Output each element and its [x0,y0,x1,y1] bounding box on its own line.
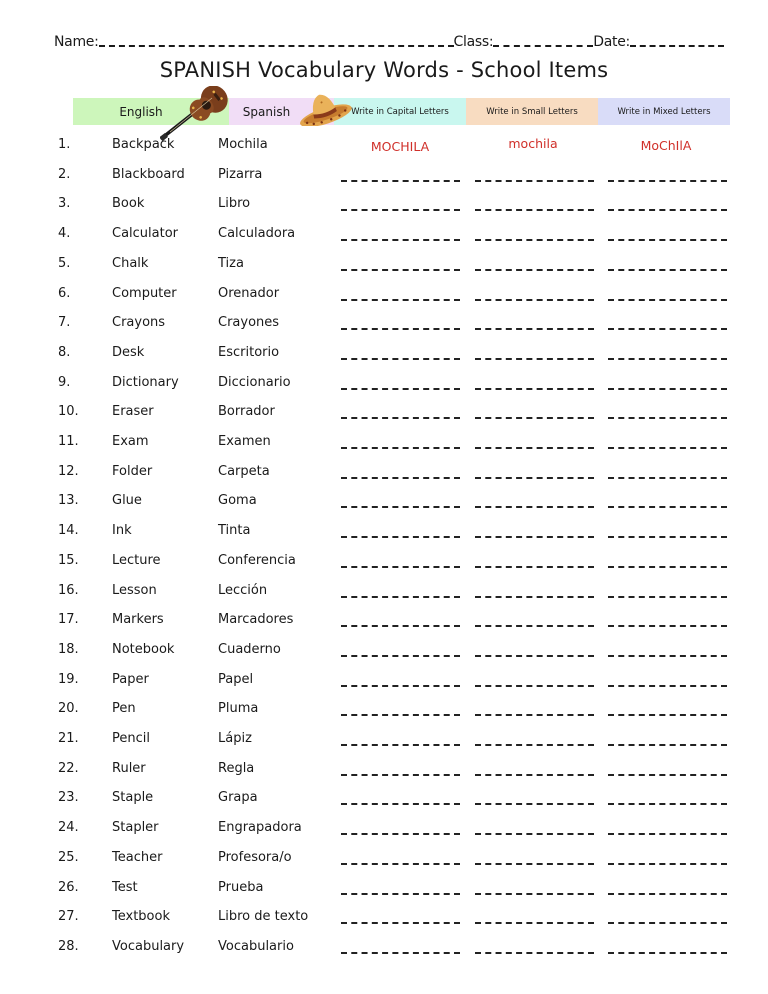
capital-letters-blank[interactable] [341,180,460,182]
capital-letters-blank[interactable] [341,952,460,954]
english-word: Calculator [112,226,179,242]
small-letters-blank[interactable] [475,358,594,360]
spanish-word: Papel [218,671,254,687]
small-letters-blank[interactable] [475,536,594,538]
spanish-word: Orenador [218,285,280,301]
vocabulary-row [0,553,768,577]
english-word: Vocabulary [112,938,185,954]
mixed-letters-blank[interactable] [608,744,727,746]
capital-letters-blank[interactable] [341,328,460,330]
capital-letters-blank[interactable] [341,536,460,538]
small-letters-blank[interactable] [475,239,594,241]
small-letters-blank[interactable] [475,655,594,657]
row-number: 11. [58,434,79,449]
english-word: Staple [112,790,154,806]
date-field[interactable] [630,45,724,47]
spanish-word: Lección [218,582,268,598]
mixed-letters-blank[interactable] [608,209,727,211]
small-letters-blank[interactable] [475,833,594,835]
capital-letters-blank[interactable] [341,358,460,360]
mixed-letters-blank[interactable] [608,180,727,182]
student-info-line [54,30,728,50]
row-number: 24. [58,820,79,836]
capital-letters-blank[interactable] [341,893,460,895]
capital-letters-blank[interactable] [341,596,460,598]
vocabulary-row [0,820,768,844]
small-letters-blank[interactable] [475,447,594,449]
vocabulary-row [0,880,768,904]
english-word: Textbook [112,909,170,925]
mixed-letters-blank[interactable] [608,358,727,360]
row-number: 8. [58,344,71,360]
spanish-word: Prueba [218,879,264,895]
english-word: Computer [112,285,177,301]
vocabulary-row [0,523,768,547]
column-header-capital [334,98,466,125]
english-word: Blackboard [112,166,185,182]
small-letters-blank[interactable] [475,477,594,479]
name-field[interactable] [99,45,454,47]
spanish-word: Regla [218,760,255,776]
date-label: Date: [593,34,630,50]
capital-letters-blank[interactable] [341,447,460,449]
spanish-word: Calculadora [218,226,296,242]
spanish-word: Tiza [218,255,244,271]
spanish-word: Grapa [218,790,258,806]
small-letters-blank[interactable] [475,566,594,568]
vocabulary-row [0,315,768,339]
row-number: 6. [58,285,71,301]
class-label: Class: [453,34,494,50]
english-word: Book [112,196,145,212]
mixed-letters-blank[interactable] [608,388,727,390]
small-letters-blank[interactable] [475,596,594,598]
english-word: Paper [112,671,149,687]
capital-letters-blank[interactable] [341,269,460,271]
spanish-word: Tinta [218,523,251,539]
english-word: Pen [112,701,136,717]
capital-letters-blank[interactable] [341,417,460,419]
capital-letters-blank[interactable] [341,209,460,211]
spanish-word: Crayones [218,315,280,331]
vocabulary-row [0,256,768,280]
spanish-word: Libro [218,196,251,212]
spanish-word: Cuaderno [218,641,281,657]
english-word: Glue [112,493,142,509]
capital-letters-blank[interactable] [341,744,460,746]
vocabulary-row [0,167,768,191]
spanish-word: Mochila [218,137,268,152]
vocabulary-row [0,137,768,161]
capital-letters-blank[interactable] [341,774,460,776]
guitar-icon [160,86,230,142]
spanish-word: Vocabulario [218,938,294,954]
capital-letters-blank[interactable] [341,714,460,716]
row-number: 10. [58,404,79,420]
english-word: Dictionary [112,374,179,390]
vocabulary-row [0,493,768,517]
name-label: Name: [54,34,99,50]
example-capital: MOCHILA [370,139,430,154]
spanish-word: Diccionario [218,374,291,390]
sombrero-icon [296,90,352,126]
spanish-word: Goma [218,493,257,509]
column-header-mixed-label: Write in Mixed Letters [617,106,711,117]
row-number: 19. [58,671,79,687]
small-letters-blank[interactable] [475,952,594,954]
capital-letters-blank[interactable] [341,833,460,835]
row-number: 5. [58,255,71,271]
row-number: 18. [58,641,79,657]
column-header-small-label: Write in Small Letters [486,106,578,117]
mixed-letters-blank[interactable] [608,536,727,538]
row-number: 12. [58,463,79,479]
small-letters-blank[interactable] [475,506,594,508]
mixed-letters-blank[interactable] [608,714,727,716]
mixed-letters-blank[interactable] [608,477,727,479]
english-word: Lecture [112,552,161,568]
spanish-word: Conferencia [218,552,296,568]
row-number: 4. [58,226,71,242]
row-number: 17. [58,612,79,628]
mixed-letters-blank[interactable] [608,299,727,301]
mixed-letters-blank[interactable] [608,506,727,508]
small-letters-blank[interactable] [475,774,594,776]
capital-letters-blank[interactable] [341,655,460,657]
capital-letters-blank[interactable] [341,685,460,687]
spanish-word: Escritorio [218,344,280,360]
spanish-word: Marcadores [218,612,294,628]
mixed-letters-blank[interactable] [608,893,727,895]
column-header-capital-label: Write in Capital Letters [351,106,449,117]
english-word: Chalk [112,255,149,271]
vocabulary-row [0,286,768,310]
english-word: Notebook [112,641,175,657]
row-number: 15. [58,552,79,568]
small-letters-blank[interactable] [475,714,594,716]
mixed-letters-blank[interactable] [608,833,727,835]
mixed-letters-blank[interactable] [608,655,727,657]
row-number: 3. [58,196,71,212]
example-mixed: MoChIlA [640,138,692,153]
capital-letters-blank[interactable] [341,239,460,241]
spanish-word: Examen [218,434,271,449]
column-header-small [466,98,598,125]
mixed-letters-blank[interactable] [608,328,727,330]
page-title: SPANISH Vocabulary Words - School Items [159,58,609,82]
spanish-word: Engrapadora [218,820,302,836]
vocabulary-row [0,612,768,636]
capital-letters-blank[interactable] [341,506,460,508]
mixed-letters-blank[interactable] [608,566,727,568]
vocabulary-row [0,404,768,428]
row-number: 23. [58,790,79,806]
spanish-word: Carpeta [218,463,270,479]
row-number: 14. [58,523,79,539]
vocabulary-row [0,701,768,725]
english-word: Ink [112,523,132,539]
small-letters-blank[interactable] [475,180,594,182]
example-small: mochila [508,136,558,151]
small-letters-blank[interactable] [475,922,594,924]
english-word: Ruler [112,760,146,776]
row-number: 1. [58,137,71,152]
spanish-word: Profesora/o [218,849,292,865]
row-number: 25. [58,849,79,865]
mixed-letters-blank[interactable] [608,596,727,598]
small-letters-blank[interactable] [475,328,594,330]
row-number: 28. [58,938,79,954]
english-word: Eraser [112,404,154,420]
vocabulary-row [0,434,768,458]
vocabulary-row [0,196,768,220]
capital-letters-blank[interactable] [341,477,460,479]
row-number: 21. [58,731,79,746]
small-letters-blank[interactable] [475,863,594,865]
small-letters-blank[interactable] [475,299,594,301]
mixed-letters-blank[interactable] [608,863,727,865]
capital-letters-blank[interactable] [341,863,460,865]
row-number: 13. [58,493,79,509]
vocabulary-row [0,790,768,814]
class-field[interactable] [493,45,593,47]
english-word: Crayons [112,315,166,331]
capital-letters-blank[interactable] [341,625,460,627]
small-letters-blank[interactable] [475,744,594,746]
vocabulary-row [0,909,768,933]
english-word: Stapler [112,820,159,836]
spanish-word: Pluma [218,701,259,717]
english-word: Teacher [112,849,163,865]
english-word: Test [112,879,138,895]
vocabulary-row [0,226,768,250]
row-number: 9. [58,374,71,390]
small-letters-blank[interactable] [475,685,594,687]
spanish-word: Libro de texto [218,909,309,925]
small-letters-blank[interactable] [475,625,594,627]
vocabulary-row [0,850,768,874]
mixed-letters-blank[interactable] [608,239,727,241]
spanish-word: Pizarra [218,166,263,182]
mixed-letters-blank[interactable] [608,803,727,805]
capital-letters-blank[interactable] [341,388,460,390]
small-letters-blank[interactable] [475,893,594,895]
row-number: 22. [58,760,79,776]
row-number: 27. [58,909,79,925]
row-number: 7. [58,315,71,331]
row-number: 16. [58,582,79,598]
vocabulary-row [0,375,768,399]
vocabulary-row [0,731,768,755]
english-word: Pencil [112,731,150,746]
small-letters-blank[interactable] [475,269,594,271]
row-number: 26. [58,879,79,895]
small-letters-blank[interactable] [475,803,594,805]
capital-letters-blank[interactable] [341,922,460,924]
mixed-letters-blank[interactable] [608,774,727,776]
mixed-letters-blank[interactable] [608,922,727,924]
english-word: Desk [112,344,145,360]
column-header-mixed [598,98,730,125]
mixed-letters-blank[interactable] [608,269,727,271]
vocabulary-row [0,345,768,369]
mixed-letters-blank[interactable] [608,952,727,954]
mixed-letters-blank[interactable] [608,417,727,419]
small-letters-blank[interactable] [475,209,594,211]
capital-letters-blank[interactable] [341,299,460,301]
vocabulary-row [0,939,768,963]
small-letters-blank[interactable] [475,417,594,419]
english-word: Exam [112,434,149,449]
vocabulary-row [0,583,768,607]
english-word: Lesson [112,582,157,598]
mixed-letters-blank[interactable] [608,685,727,687]
english-word: Folder [112,463,153,479]
english-word: Markers [112,612,164,628]
vocabulary-row [0,672,768,696]
spanish-word: Borrador [218,404,275,420]
spanish-word: Lápiz [218,731,252,746]
capital-letters-blank[interactable] [341,566,460,568]
english-word: Backpack [112,137,175,152]
column-header-english-label: English [119,104,163,119]
vocabulary-row [0,761,768,785]
row-number: 20. [58,701,79,717]
row-number: 2. [58,166,71,182]
vocabulary-row [0,464,768,488]
capital-letters-blank[interactable] [341,803,460,805]
vocabulary-row [0,642,768,666]
column-header-spanish-label: Spanish [242,104,291,119]
small-letters-blank[interactable] [475,388,594,390]
mixed-letters-blank[interactable] [608,625,727,627]
mixed-letters-blank[interactable] [608,447,727,449]
